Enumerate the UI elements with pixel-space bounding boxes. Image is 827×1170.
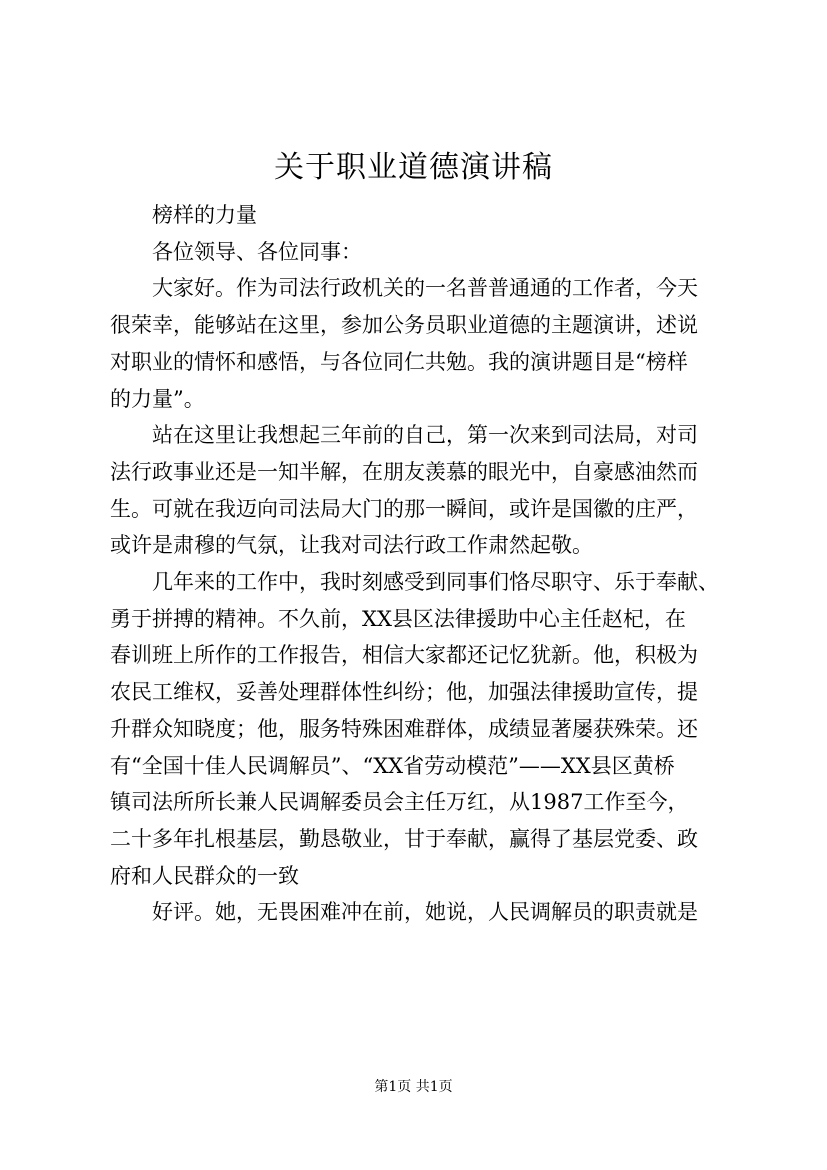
paragraph-line: 很荣幸，能够站在这里，参加公务员职业道德的主题演讲，述说 [110,313,698,338]
paragraph-line: 或许是肃穆的气氛，让我对司法行政工作肃然起敬。 [110,533,593,558]
paragraph-line: 生。可就在我迈向司法局大门的那一瞬间，或许是国徽的庄严， [110,496,698,521]
paragraph-line: 站在这里让我想起三年前的自己，第一次来到司法局，对司 [152,423,698,448]
document-title: 关于职业道德演讲稿 [274,150,553,185]
paragraph-line: 几年来的工作中，我时刻感受到同事们恪尽职守、乐于奉献、 [152,570,719,595]
paragraph-line: 镇司法所所长兼人民调解委员会主任万红，从1987工作至今， [110,790,689,815]
paragraph-line: 对职业的情怀和感悟，与各位同仁共勉。我的演讲题目是“榜样 [110,349,688,374]
paragraph-line: 大家好。作为司法行政机关的一名普普通通的工作者，今天 [152,276,698,301]
paragraph-line: 二十多年扎根基层，勤恳敬业，甘于奉献，赢得了基层党委、政 [110,826,698,851]
paragraph-line: 有“全国十佳人民调解员”、“XX省劳动模范”——XX县区黄桥 [110,753,675,778]
paragraph-line: 升群众知晓度；他，服务特殊困难群体，成绩显著屡获殊荣。还 [110,716,698,741]
salutation-line: 各位领导、各位同事： [152,239,362,264]
subtitle-line: 榜样的力量 [152,203,257,227]
paragraph-line: 好评。她，无畏困难冲在前，她说，人民调解员的职责就是 [152,900,698,925]
document-body [110,197,722,931]
paragraph-line: 勇于拼搏的精神。不久前，XX县区法律援助中心主任赵杞，在 [110,606,686,631]
page-footer: 第1页 共1页 [374,1079,453,1095]
paragraph-line: 春训班上所作的工作报告，相信大家都还记忆犹新。他，积极为 [110,643,698,668]
paragraph-line: 农民工维权，妥善处理群体性纠纷；他，加强法律援助宣传，提 [110,680,698,705]
paragraph-line: 法行政事业还是一知半解，在朋友羡慕的眼光中，自豪感油然而 [110,459,698,484]
paragraph-line: 的力量”。 [110,386,205,411]
paragraph-line: 府和人民群众的一致 [110,863,299,888]
